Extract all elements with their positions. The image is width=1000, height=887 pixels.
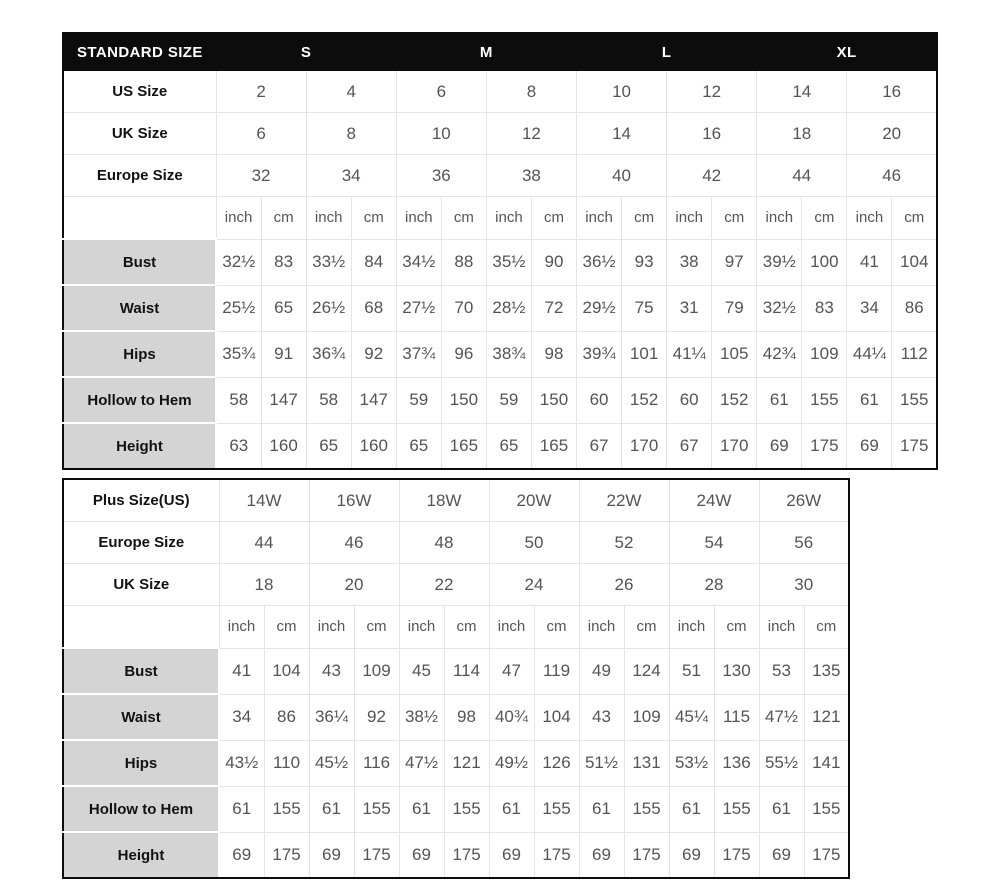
measure-cell: 43: [309, 648, 354, 694]
measure-cell: 175: [354, 832, 399, 878]
measure-cell: 61: [309, 786, 354, 832]
measure-cell: 41: [847, 239, 892, 285]
measure-cell: 175: [444, 832, 489, 878]
measure-cell: 55½: [759, 740, 804, 786]
unit-cell: cm: [802, 197, 847, 240]
unit-cell: inch: [489, 606, 534, 649]
measure-cell: 136: [714, 740, 759, 786]
row-label: Waist: [63, 694, 219, 740]
measure-cell: 175: [892, 423, 937, 469]
unit-cell: cm: [804, 606, 849, 649]
row-label: Waist: [63, 285, 216, 331]
measure-cell: 60: [667, 377, 712, 423]
unit-cell: cm: [624, 606, 669, 649]
measure-cell: 61: [489, 786, 534, 832]
measure-cell: 116: [354, 740, 399, 786]
measure-cell: 175: [714, 832, 759, 878]
size-group-xl: XL: [757, 33, 937, 71]
size-row: [63, 564, 849, 606]
measure-row: [63, 740, 849, 786]
measure-row: [63, 423, 937, 469]
size-cell: 22: [399, 564, 489, 606]
size-cell: 26W: [759, 479, 849, 522]
measure-cell: 59: [396, 377, 441, 423]
measure-cell: 36½: [577, 239, 622, 285]
measure-row: [63, 694, 849, 740]
measure-cell: 43: [579, 694, 624, 740]
measure-cell: 160: [351, 423, 396, 469]
empty-cell: [63, 197, 216, 240]
unit-cell: cm: [714, 606, 759, 649]
row-label: US Size: [63, 71, 216, 113]
measure-cell: 69: [399, 832, 444, 878]
measure-cell: 147: [261, 377, 306, 423]
unit-cell: inch: [306, 197, 351, 240]
row-label: UK Size: [63, 564, 219, 606]
measure-cell: 97: [712, 239, 757, 285]
size-cell: 34: [306, 155, 396, 197]
measure-cell: 135: [804, 648, 849, 694]
size-cell: 10: [577, 71, 667, 113]
measure-cell: 126: [534, 740, 579, 786]
size-cell: 38: [486, 155, 576, 197]
measure-cell: 109: [354, 648, 399, 694]
measure-cell: 155: [354, 786, 399, 832]
header-bar: [63, 33, 937, 71]
measure-cell: 36¼: [309, 694, 354, 740]
measure-cell: 131: [624, 740, 669, 786]
measure-cell: 41¼: [667, 331, 712, 377]
measure-cell: 38½: [399, 694, 444, 740]
measure-cell: 51½: [579, 740, 624, 786]
measure-cell: 152: [712, 377, 757, 423]
size-cell: 54: [669, 522, 759, 564]
measure-cell: 88: [441, 239, 486, 285]
measure-cell: 84: [351, 239, 396, 285]
size-cell: 32: [216, 155, 306, 197]
unit-cell: cm: [622, 197, 667, 240]
measure-cell: 60: [577, 377, 622, 423]
size-row: [63, 71, 937, 113]
measure-cell: 61: [579, 786, 624, 832]
measure-cell: 98: [531, 331, 576, 377]
size-cell: 8: [486, 71, 576, 113]
size-group-l: L: [577, 33, 757, 71]
measure-cell: 75: [622, 285, 667, 331]
unit-cell: cm: [351, 197, 396, 240]
measure-cell: 175: [804, 832, 849, 878]
measure-cell: 109: [624, 694, 669, 740]
size-cell: 52: [579, 522, 669, 564]
measure-cell: 53: [759, 648, 804, 694]
measure-cell: 160: [261, 423, 306, 469]
measure-cell: 69: [669, 832, 714, 878]
size-cell: 4: [306, 71, 396, 113]
standard-table-header: [63, 33, 937, 71]
measure-row: [63, 331, 937, 377]
measure-cell: 28½: [486, 285, 531, 331]
measure-cell: 155: [804, 786, 849, 832]
measure-cell: 83: [802, 285, 847, 331]
size-cell: 26: [579, 564, 669, 606]
measure-cell: 33½: [306, 239, 351, 285]
measure-cell: 121: [804, 694, 849, 740]
measure-cell: 53½: [669, 740, 714, 786]
plus-size-table: [62, 478, 850, 879]
measure-cell: 40¾: [489, 694, 534, 740]
measure-cell: 37¾: [396, 331, 441, 377]
measure-cell: 130: [714, 648, 759, 694]
measure-cell: 141: [804, 740, 849, 786]
measure-row: [63, 239, 937, 285]
measure-cell: 58: [306, 377, 351, 423]
measure-cell: 165: [441, 423, 486, 469]
measure-cell: 27½: [396, 285, 441, 331]
measure-cell: 155: [802, 377, 847, 423]
measure-cell: 39¾: [577, 331, 622, 377]
measure-cell: 58: [216, 377, 261, 423]
unit-row: [63, 197, 937, 240]
size-row: [63, 155, 937, 197]
unit-cell: inch: [847, 197, 892, 240]
measure-cell: 114: [444, 648, 489, 694]
unit-cell: inch: [669, 606, 714, 649]
unit-cell: cm: [444, 606, 489, 649]
row-label: Europe Size: [63, 522, 219, 564]
size-cell: 36: [396, 155, 486, 197]
row-label: Hips: [63, 740, 219, 786]
measure-cell: 44¼: [847, 331, 892, 377]
measure-cell: 112: [892, 331, 937, 377]
size-cell: 18W: [399, 479, 489, 522]
measure-cell: 38: [667, 239, 712, 285]
measure-cell: 104: [264, 648, 309, 694]
unit-cell: cm: [531, 197, 576, 240]
measure-cell: 45: [399, 648, 444, 694]
size-cell: 12: [486, 113, 576, 155]
measure-cell: 39½: [757, 239, 802, 285]
measure-cell: 61: [759, 786, 804, 832]
measure-cell: 25½: [216, 285, 261, 331]
measure-cell: 29½: [577, 285, 622, 331]
size-cell: 30: [759, 564, 849, 606]
standard-size-table: [62, 32, 938, 470]
size-cell: 56: [759, 522, 849, 564]
measure-cell: 68: [351, 285, 396, 331]
size-cell: 20: [309, 564, 399, 606]
unit-cell: inch: [757, 197, 802, 240]
unit-cell: inch: [486, 197, 531, 240]
measure-cell: 104: [534, 694, 579, 740]
unit-cell: inch: [396, 197, 441, 240]
unit-cell: cm: [441, 197, 486, 240]
measure-cell: 155: [534, 786, 579, 832]
measure-cell: 155: [714, 786, 759, 832]
measure-cell: 63: [216, 423, 261, 469]
size-cell: 44: [219, 522, 309, 564]
measure-cell: 110: [264, 740, 309, 786]
measure-cell: 47: [489, 648, 534, 694]
size-cell: 16: [847, 71, 937, 113]
empty-cell: [63, 606, 219, 649]
measure-cell: 92: [354, 694, 399, 740]
measure-cell: 65: [306, 423, 351, 469]
measure-cell: 72: [531, 285, 576, 331]
measure-cell: 79: [712, 285, 757, 331]
measure-cell: 35¾: [216, 331, 261, 377]
measure-cell: 124: [624, 648, 669, 694]
measure-cell: 115: [714, 694, 759, 740]
measure-cell: 32½: [757, 285, 802, 331]
measure-cell: 109: [802, 331, 847, 377]
measure-cell: 175: [264, 832, 309, 878]
measure-cell: 170: [622, 423, 667, 469]
measure-cell: 61: [847, 377, 892, 423]
size-cell: 6: [216, 113, 306, 155]
unit-cell: cm: [712, 197, 757, 240]
row-label: Hips: [63, 331, 216, 377]
unit-cell: inch: [216, 197, 261, 240]
standard-table-body: [63, 71, 937, 470]
size-cell: 16W: [309, 479, 399, 522]
measure-cell: 119: [534, 648, 579, 694]
measure-cell: 92: [351, 331, 396, 377]
measure-cell: 170: [712, 423, 757, 469]
size-cell: 2: [216, 71, 306, 113]
size-cell: 14: [757, 71, 847, 113]
size-row: [63, 522, 849, 564]
measure-cell: 155: [264, 786, 309, 832]
row-label: Hollow to Hem: [63, 377, 216, 423]
measure-cell: 65: [261, 285, 306, 331]
measure-cell: 45½: [309, 740, 354, 786]
size-cell: 46: [309, 522, 399, 564]
unit-cell: inch: [759, 606, 804, 649]
measure-cell: 59: [486, 377, 531, 423]
measure-cell: 100: [802, 239, 847, 285]
size-cell: 22W: [579, 479, 669, 522]
measure-cell: 35½: [486, 239, 531, 285]
size-cell: 6: [396, 71, 486, 113]
measure-cell: 69: [489, 832, 534, 878]
size-row: [63, 113, 937, 155]
measure-cell: 70: [441, 285, 486, 331]
measure-cell: 34½: [396, 239, 441, 285]
row-label: Height: [63, 832, 219, 878]
measure-cell: 152: [622, 377, 667, 423]
row-label: Bust: [63, 648, 219, 694]
measure-cell: 38¾: [486, 331, 531, 377]
measure-cell: 96: [441, 331, 486, 377]
measure-cell: 69: [309, 832, 354, 878]
measure-cell: 91: [261, 331, 306, 377]
measure-cell: 42¾: [757, 331, 802, 377]
measure-cell: 67: [577, 423, 622, 469]
measure-cell: 175: [802, 423, 847, 469]
size-cell: 50: [489, 522, 579, 564]
row-label: Plus Size(US): [63, 479, 219, 522]
measure-cell: 65: [396, 423, 441, 469]
size-cell: 20: [847, 113, 937, 155]
size-cell: 46: [847, 155, 937, 197]
measure-cell: 49: [579, 648, 624, 694]
size-cell: 10: [396, 113, 486, 155]
size-cell: 18: [757, 113, 847, 155]
size-group-m: M: [396, 33, 576, 71]
measure-cell: 121: [444, 740, 489, 786]
size-cell: 42: [667, 155, 757, 197]
row-label: Hollow to Hem: [63, 786, 219, 832]
measure-cell: 31: [667, 285, 712, 331]
plus-table-body: [63, 479, 849, 878]
measure-cell: 34: [847, 285, 892, 331]
size-cell: 12: [667, 71, 757, 113]
size-cell: 8: [306, 113, 396, 155]
measure-cell: 61: [219, 786, 264, 832]
measure-cell: 165: [531, 423, 576, 469]
unit-cell: inch: [309, 606, 354, 649]
measure-cell: 147: [351, 377, 396, 423]
standard-size-title: STANDARD SIZE: [63, 33, 216, 71]
unit-cell: inch: [577, 197, 622, 240]
measure-cell: 155: [624, 786, 669, 832]
measure-cell: 155: [892, 377, 937, 423]
measure-cell: 65: [486, 423, 531, 469]
measure-cell: 69: [759, 832, 804, 878]
unit-cell: inch: [399, 606, 444, 649]
measure-cell: 83: [261, 239, 306, 285]
measure-cell: 155: [444, 786, 489, 832]
size-row: [63, 479, 849, 522]
measure-cell: 69: [757, 423, 802, 469]
measure-cell: 105: [712, 331, 757, 377]
unit-cell: cm: [264, 606, 309, 649]
measure-cell: 86: [264, 694, 309, 740]
measure-cell: 49½: [489, 740, 534, 786]
size-cell: 48: [399, 522, 489, 564]
row-label: Height: [63, 423, 216, 469]
size-cell: 20W: [489, 479, 579, 522]
size-cell: 14W: [219, 479, 309, 522]
measure-cell: 47½: [759, 694, 804, 740]
measure-cell: 61: [399, 786, 444, 832]
size-cell: 28: [669, 564, 759, 606]
size-cell: 14: [577, 113, 667, 155]
measure-cell: 47½: [399, 740, 444, 786]
measure-cell: 36¾: [306, 331, 351, 377]
measure-cell: 69: [847, 423, 892, 469]
unit-cell: cm: [354, 606, 399, 649]
size-group-s: S: [216, 33, 396, 71]
measure-cell: 98: [444, 694, 489, 740]
unit-cell: inch: [219, 606, 264, 649]
measure-cell: 90: [531, 239, 576, 285]
measure-cell: 86: [892, 285, 937, 331]
measure-cell: 101: [622, 331, 667, 377]
measure-cell: 61: [669, 786, 714, 832]
row-label: Bust: [63, 239, 216, 285]
measure-cell: 150: [531, 377, 576, 423]
measure-row: [63, 377, 937, 423]
measure-row: [63, 648, 849, 694]
measure-cell: 175: [624, 832, 669, 878]
measure-cell: 41: [219, 648, 264, 694]
unit-cell: cm: [261, 197, 306, 240]
measure-cell: 32½: [216, 239, 261, 285]
measure-row: [63, 786, 849, 832]
size-cell: 18: [219, 564, 309, 606]
size-cell: 16: [667, 113, 757, 155]
size-cell: 24: [489, 564, 579, 606]
measure-cell: 51: [669, 648, 714, 694]
size-cell: 44: [757, 155, 847, 197]
row-label: Europe Size: [63, 155, 216, 197]
measure-cell: 69: [219, 832, 264, 878]
measure-cell: 69: [579, 832, 624, 878]
measure-cell: 67: [667, 423, 712, 469]
unit-cell: inch: [579, 606, 624, 649]
row-label: UK Size: [63, 113, 216, 155]
size-cell: 24W: [669, 479, 759, 522]
measure-cell: 175: [534, 832, 579, 878]
size-cell: 40: [577, 155, 667, 197]
unit-cell: inch: [667, 197, 712, 240]
measure-cell: 43½: [219, 740, 264, 786]
measure-cell: 104: [892, 239, 937, 285]
measure-row: [63, 832, 849, 878]
measure-cell: 93: [622, 239, 667, 285]
unit-row: [63, 606, 849, 649]
measure-row: [63, 285, 937, 331]
measure-cell: 34: [219, 694, 264, 740]
measure-cell: 150: [441, 377, 486, 423]
measure-cell: 26½: [306, 285, 351, 331]
unit-cell: cm: [892, 197, 937, 240]
unit-cell: cm: [534, 606, 579, 649]
measure-cell: 45¼: [669, 694, 714, 740]
measure-cell: 61: [757, 377, 802, 423]
